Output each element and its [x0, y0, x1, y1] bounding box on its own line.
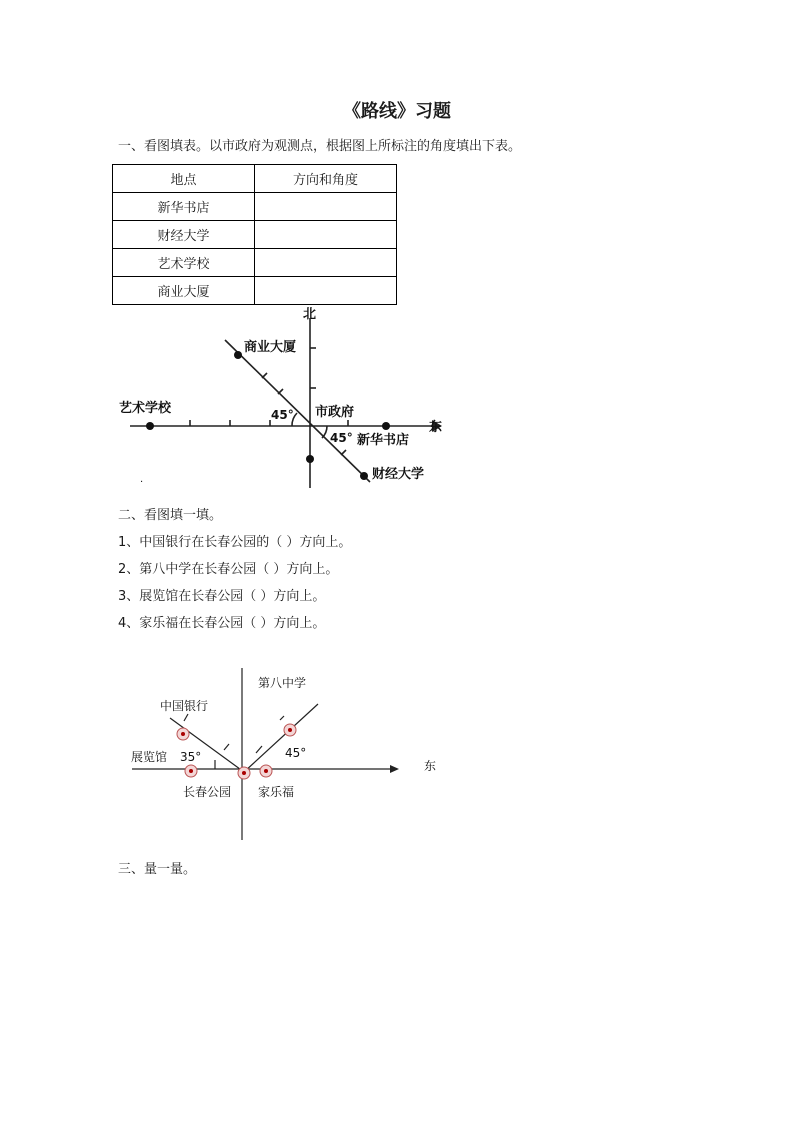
label-caijing: 财经大学 — [372, 467, 425, 482]
table-header: 方向和角度 — [255, 165, 397, 193]
label-yishu: 艺术学校 — [119, 401, 172, 416]
label-shangye: 商业大厦 — [244, 340, 297, 355]
label-bank: 中国银行 — [160, 699, 209, 713]
angle-label-1: 45° — [271, 408, 294, 422]
angle-label-2: 45° — [330, 431, 353, 445]
label-carrefour: 家乐福 — [258, 785, 295, 799]
page-title: 《路线》习题 — [343, 101, 451, 122]
east-label: 东 — [429, 420, 443, 435]
label-school: 第八中学 — [258, 676, 307, 690]
north-label: 北 — [303, 307, 317, 322]
line-to-school — [244, 704, 318, 772]
table-cell-place: 商业大厦 — [113, 277, 255, 305]
east-label: 东 — [424, 759, 437, 773]
label-park: 长春公园 — [183, 785, 232, 799]
angle-label-45: 45° — [285, 746, 307, 760]
table-cell-place: 艺术学校 — [113, 249, 255, 277]
label-exhibition: 展览馆 — [131, 750, 168, 764]
table-cell-place: 财经大学 — [113, 221, 255, 249]
q2-item-2: 2、第八中学在长春公园（ ）方向上。 — [118, 562, 339, 577]
q1-instruction: 一、看图填表。以市政府为观测点，根据图上所标注的角度填出下表。 — [118, 139, 522, 154]
east-arrow-icon — [390, 765, 399, 773]
label-xinhua: 新华书店 — [357, 433, 410, 448]
label-center: 市政府 — [315, 405, 355, 420]
q3-instruction: 三、量一量。 — [118, 862, 197, 877]
q2-item-4: 4、家乐福在长春公园（ ）方向上。 — [118, 616, 326, 631]
q2-item-1: 1、中国银行在长春公园的（ ）方向上。 — [118, 535, 352, 550]
table-cell-place: 新华书店 — [113, 193, 255, 221]
q2-instruction: 二、看图填一填。 — [118, 508, 223, 523]
stray-mark: . — [140, 474, 144, 485]
table-header: 地点 — [113, 165, 255, 193]
angle-label-35: 35° — [180, 750, 202, 764]
q2-item-3: 3、展览馆在长春公园（ ）方向上。 — [118, 589, 326, 604]
